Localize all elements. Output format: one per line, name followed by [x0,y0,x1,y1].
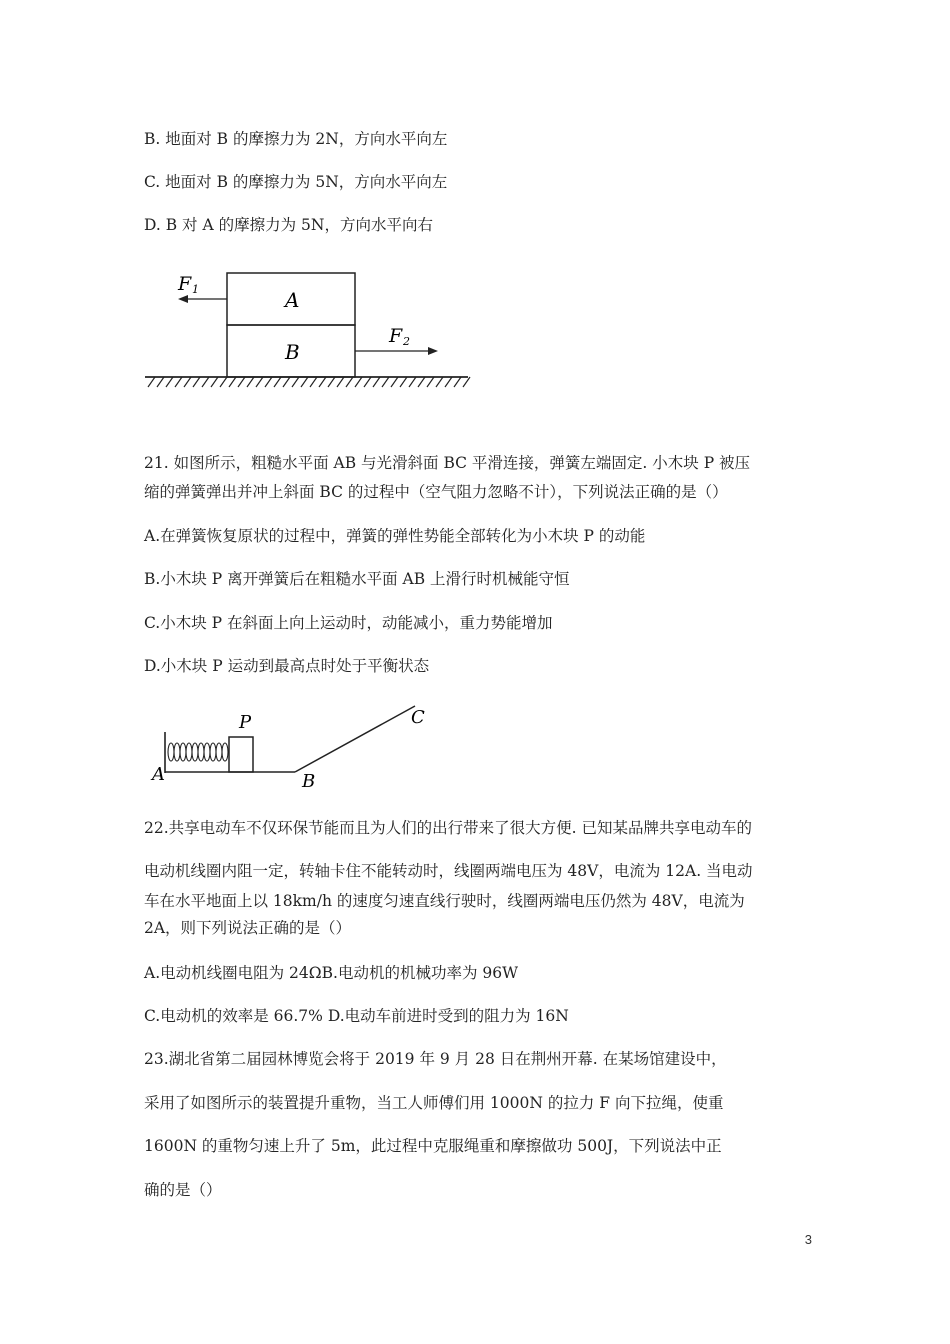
hatch-mark [436,377,443,387]
hatch-mark [229,377,236,387]
spring-incline-diagram [145,700,445,800]
hatch-mark [427,377,434,387]
hatch-mark [292,377,299,387]
q21-stem-line1: 21. 如图所示，粗糙水平面 AB 与光滑斜面 BC 平滑连接，弹簧左端固定. 小木块 P 被压 [144,454,751,472]
hatch-mark [346,377,353,387]
q22-options-line1: A.电动机线圈电阻为 24ΩB.电动机的机械功率为 96W [144,964,519,982]
q21-option-a: A.在弹簧恢复原状的过程中，弹簧的弹性势能全部转化为小木块 P 的动能 [144,527,646,545]
hatch-mark [256,377,263,387]
hatch-mark [373,377,380,387]
q23-stem-line1: 23.湖北省第二届园林博览会将于 2019 年 9 月 28 日在荆州开幕. 在某场馆建设中， [144,1050,727,1068]
q22-stem-line3: 车在水平地面上以 18km/h 的速度匀速直线行驶时，线圈两端电压仍然为 48V，电流为 [144,892,745,910]
hatch-mark [247,377,254,387]
block-p [229,737,253,772]
q20-option-c: C. 地面对 B 的摩擦力为 5N，方向水平向左 [144,173,448,191]
f2-arrow-head [428,347,438,355]
hatch-mark [157,377,164,387]
q21-option-d: D.小木块 P 运动到最高点时处于平衡状态 [144,657,430,675]
f1-label: F [178,273,192,295]
f2-label: F [389,325,403,347]
q21-option-b: B.小木块 P 离开弹簧后在粗糙水平面 AB 上滑行时机械能守恒 [144,570,570,588]
hatch-mark [391,377,398,387]
hatch-mark [202,377,209,387]
q23-stem-line4: 确的是（） [144,1181,222,1199]
label-b: B [302,771,316,792]
q20-option-b: B. 地面对 B 的摩擦力为 2N，方向水平向左 [144,130,448,148]
hatch-mark [319,377,326,387]
hatch-mark [337,377,344,387]
q23-stem-line2: 采用了如图所示的装置提升重物，当工人师傅们用 1000N 的拉力 F 向下拉绳，使重 [144,1094,724,1112]
hatch-mark [463,377,470,387]
hatch-mark [400,377,407,387]
q22-stem-line4: 2A，则下列说法正确的是（） [144,919,352,937]
hatch-mark [364,377,371,387]
hatch-mark [148,377,155,387]
spring [168,743,228,761]
q22-stem-line1: 22.共享电动车不仅环保节能而且为人们的出行带来了很大方便. 已知某品牌共享电动车的 [144,819,753,837]
hatch-mark [211,377,218,387]
hatch-mark [355,377,362,387]
hatch-mark [193,377,200,387]
hatch-mark [166,377,173,387]
block-a-label: A [285,288,300,312]
q22-stem-line2: 电动机线圈内阻一定，转轴卡住不能转动时，线圈两端电压为 48V，电流为 12A. 当电动 [144,862,753,880]
hatch-mark [445,377,452,387]
incline-bc [295,706,415,772]
q21-option-c: C.小木块 P 在斜面上向上运动时，动能减小，重力势能增加 [144,614,553,632]
f1-arrow-head [178,295,188,303]
page-number: 3 [804,1232,812,1247]
blocks-force-diagram [140,265,480,395]
label-p: P [239,712,252,733]
f2-subscript: 2 [403,335,410,348]
q23-stem-line3: 1600N 的重物匀速上升了 5m，此过程中克服绳重和摩擦做功 500J，下列说法中正 [144,1137,722,1155]
hatch-mark [310,377,317,387]
label-a: A [152,764,165,785]
hatch-mark [175,377,182,387]
ground-hatching [148,377,470,387]
q22-options-line2: C.电动机的效率是 66.7% D.电动车前进时受到的阻力为 16N [144,1007,569,1025]
hatch-mark [274,377,281,387]
hatch-mark [283,377,290,387]
hatch-mark [265,377,272,387]
block-b-label: B [285,340,300,364]
f1-subscript: 1 [192,283,199,296]
hatch-mark [238,377,245,387]
q20-option-d: D. B 对 A 的摩擦力为 5N，方向水平向右 [144,216,433,234]
hatch-mark [184,377,191,387]
hatch-mark [301,377,308,387]
hatch-mark [382,377,389,387]
hatch-mark [454,377,461,387]
label-c: C [411,707,425,728]
hatch-mark [409,377,416,387]
hatch-mark [220,377,227,387]
hatch-mark [418,377,425,387]
q21-stem-line2: 缩的弹簧弹出并冲上斜面 BC 的过程中（空气阻力忽略不计），下列说法正确的是（） [144,483,728,501]
hatch-mark [328,377,335,387]
